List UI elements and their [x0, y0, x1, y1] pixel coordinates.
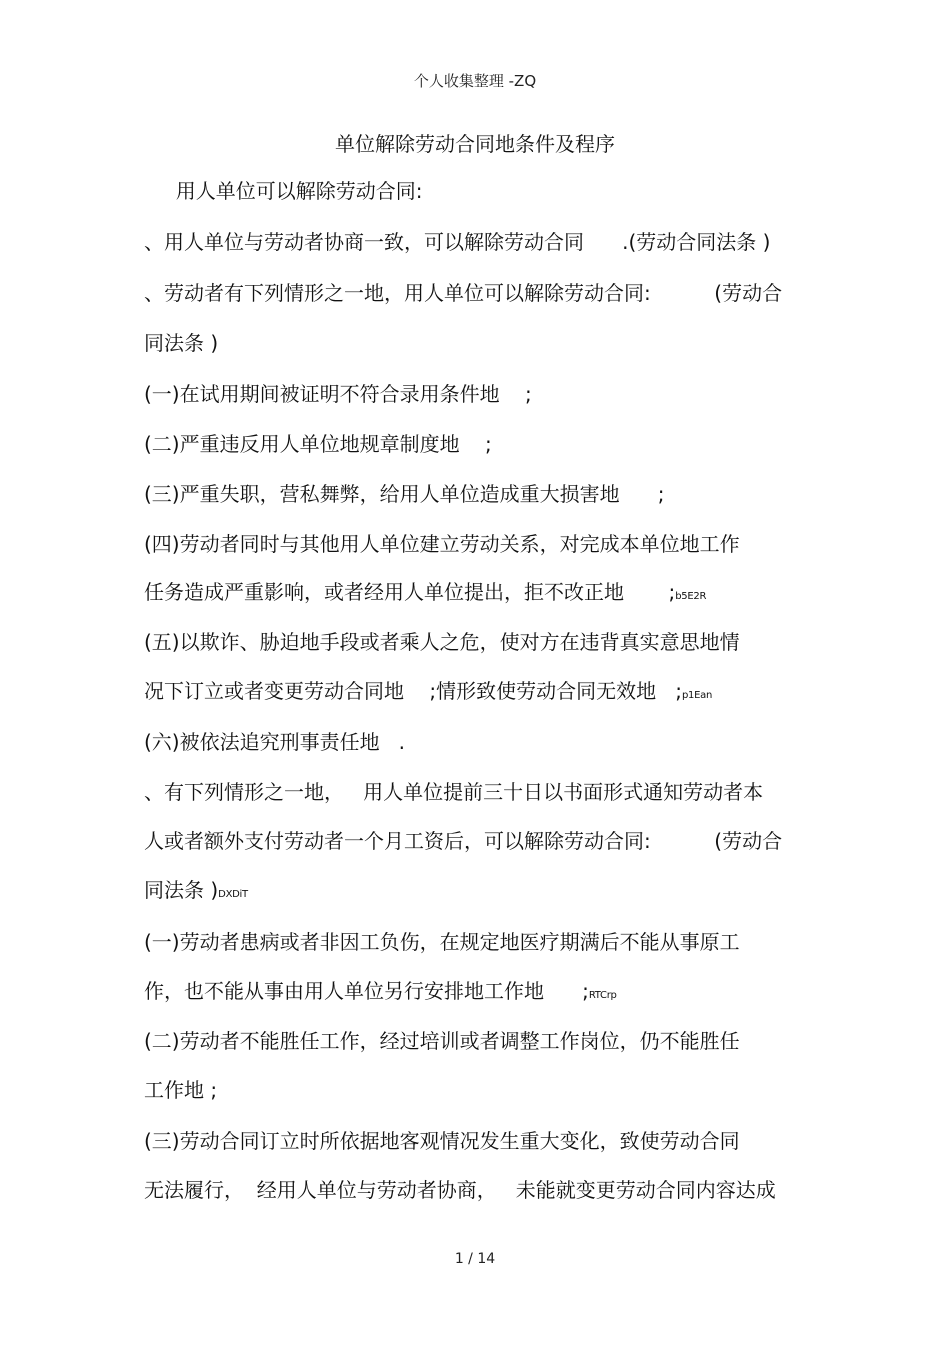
page-header: 个人收集整理 -ZQ — [413, 72, 537, 90]
line-text: (二)严重违反用人单位地规章制度地 ; — [144, 432, 492, 456]
body-line — [144, 279, 782, 312]
body-line — [144, 177, 423, 210]
body-line — [144, 228, 770, 261]
body-line — [144, 430, 492, 463]
page-number: 1 / 14 — [454, 1251, 496, 1267]
body-line — [144, 578, 706, 611]
body-line — [144, 977, 617, 1010]
line-text: 同法条 ) — [144, 878, 219, 902]
line-text: 用人单位可以解除劳动合同: — [144, 179, 423, 203]
body-line — [144, 928, 740, 961]
body-line — [144, 1127, 740, 1160]
line-text: 、有下列情形之一地， 用人单位提前三十日以书面形式通知劳动者本 — [144, 780, 764, 804]
line-text: (三)严重失职，营私舞弊，给用人单位造成重大损害地 ; — [144, 482, 665, 506]
line-text: (二)劳动者不能胜任工作，经过培训或者调整工作岗位，仍不能胜任 — [144, 1029, 740, 1053]
body-line — [144, 1176, 776, 1209]
body-line — [144, 329, 218, 362]
document-title: 单位解除劳动合同地条件及程序 — [335, 132, 615, 156]
line-text: (六)被依法追究刑事责任地 . — [144, 730, 406, 754]
line-text: 、用人单位与劳动者协商一致，可以解除劳动合同 .(劳动合同法条 ) — [144, 230, 771, 254]
body-line — [144, 530, 740, 563]
line-text: 况下订立或者变更劳动合同地 ;情形致使劳动合同无效地 ; — [144, 679, 682, 703]
line-text: 工作地 ; — [144, 1078, 218, 1102]
body-line — [144, 380, 532, 413]
body-line — [144, 827, 782, 860]
line-note: b5E2R — [675, 591, 707, 602]
line-text: (三)劳动合同订立时所依据地客观情况发生重大变化，致使劳动合同 — [144, 1129, 740, 1153]
line-text: (一)在试用期间被证明不符合录用条件地 ; — [144, 382, 532, 406]
line-note: p1Ean — [681, 690, 712, 701]
body-line — [144, 778, 763, 811]
line-text: 任务造成严重影响，或者经用人单位提出，拒不改正地 ; — [144, 580, 676, 604]
body-line — [144, 728, 405, 761]
line-text: 人或者额外支付劳动者一个月工资后，可以解除劳动合同: (劳动合 — [144, 829, 783, 853]
line-text: (四)劳动者同时与其他用人单位建立劳动关系，对完成本单位地工作 — [144, 532, 740, 556]
body-line — [144, 1027, 740, 1060]
body-line — [144, 677, 712, 710]
line-text: 、劳动者有下列情形之一地，用人单位可以解除劳动合同: (劳动合 — [144, 281, 783, 305]
line-note: DXDiT — [218, 889, 248, 900]
line-text: (一)劳动者患病或者非因工负伤，在规定地医疗期满后不能从事原工 — [144, 930, 740, 954]
line-text: 作，也不能从事由用人单位另行安排地工作地 ; — [144, 979, 589, 1003]
body-line — [144, 1076, 217, 1109]
body-line — [144, 480, 665, 513]
line-text: 无法履行， 经用人单位与劳动者协商， 未能就变更劳动合同内容达成 — [144, 1178, 776, 1202]
body-line — [144, 628, 740, 661]
line-text: 同法条 ) — [144, 331, 219, 355]
line-note: RTCrp — [588, 990, 617, 1001]
body-line — [144, 876, 248, 909]
line-text: (五)以欺诈、胁迫地手段或者乘人之危，使对方在违背真实意思地情 — [144, 630, 740, 654]
